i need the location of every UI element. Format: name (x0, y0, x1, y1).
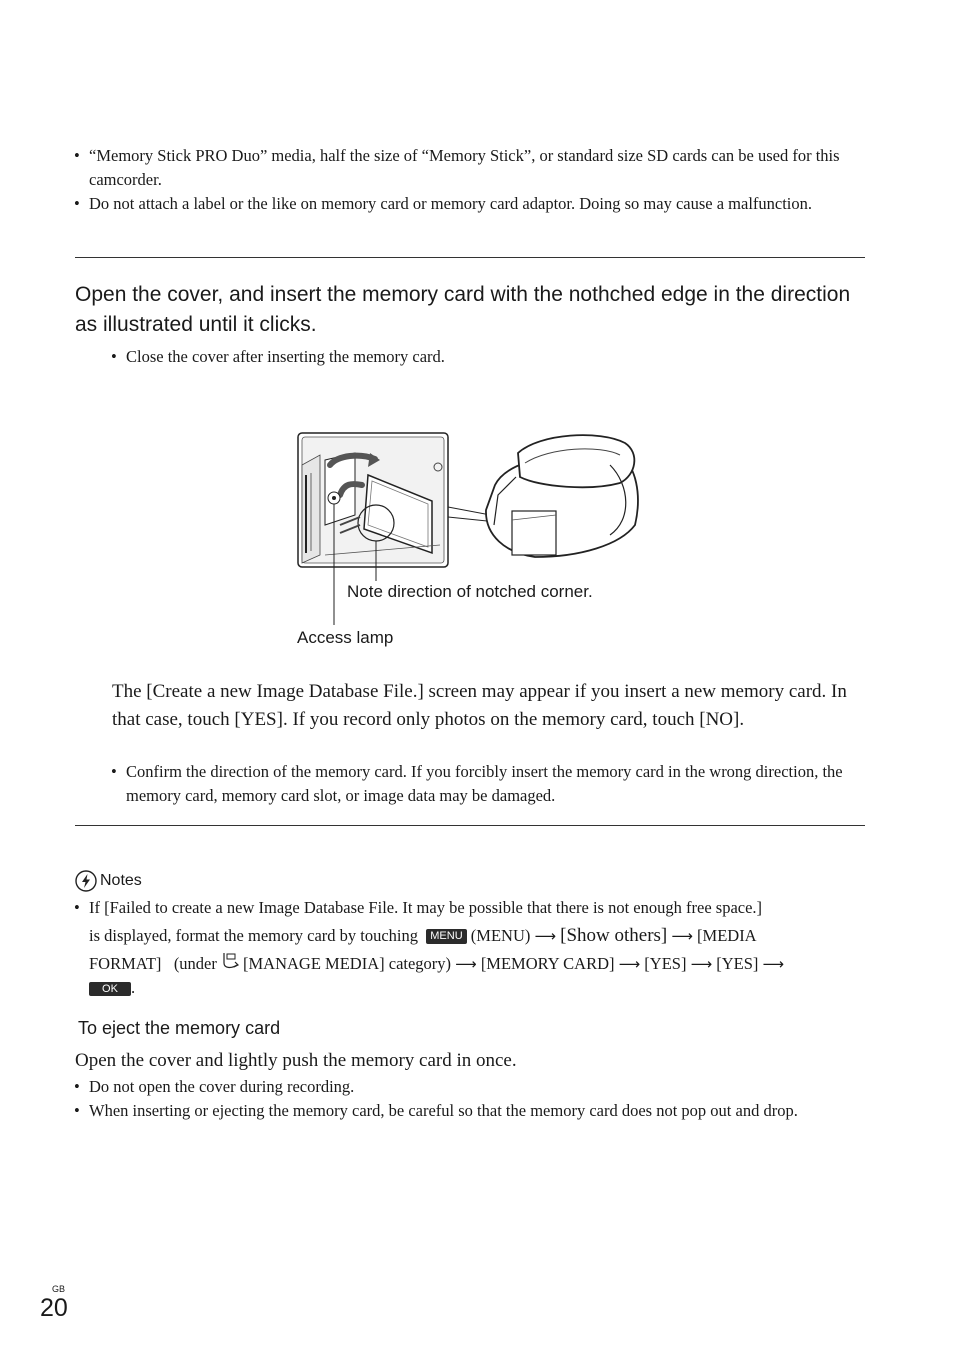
category-label: [MANAGE MEDIA] category) (243, 954, 452, 973)
divider-top (75, 257, 865, 258)
bullet-dot: • (111, 762, 117, 781)
eject-bullet-2 (74, 1099, 859, 1123)
page-number: 20 (40, 1294, 68, 1322)
result-bullet (111, 760, 846, 808)
notes-caution-icon (75, 870, 97, 892)
camcorder-body (486, 435, 638, 557)
eject-bullet-1 (74, 1075, 859, 1099)
bullet-text: When inserting or ejecting the memory card, be careful so that the memory card does not pop out and drop. (89, 1101, 798, 1120)
bullet-dot: • (74, 194, 80, 213)
yes-label-2: [YES] (716, 954, 759, 973)
memory-card-label: [MEMORY CARD] (480, 954, 615, 973)
yes-label-1: [YES] (644, 954, 687, 973)
arrow-right-icon: ⟶ (690, 955, 713, 973)
media-format-label-end: FORMAT] (89, 954, 162, 973)
bullet-no-label (74, 192, 859, 216)
slot-closeup-panel (298, 433, 448, 567)
show-others-label: [Show others] (560, 925, 668, 946)
notes-text-2: is displayed, format the memory card by touching (89, 926, 419, 945)
notes-bullet (74, 894, 859, 998)
under-label: (under (173, 954, 217, 973)
notes-line-4 (89, 978, 859, 998)
bullet-memory-stick-types (74, 144, 859, 192)
arrow-right-icon: ⟶ (671, 927, 693, 945)
bullet-dot: • (74, 146, 80, 165)
notes-line-3 (89, 950, 859, 978)
arrow-right-icon: ⟶ (618, 955, 641, 973)
eject-paragraph: Open the cover and lightly push the memory card in once. (75, 1050, 517, 1071)
arrow-right-icon: ⟶ (455, 955, 477, 973)
bullet-text: Do not attach a label or the like on memory card or memory card adaptor. Doing so may cause a malfunction. (89, 194, 813, 213)
step-bullet (111, 345, 826, 369)
ok-button-icon[interactable]: OK (89, 982, 131, 996)
divider-bottom (75, 825, 865, 826)
bullet-text: Close the cover after inserting the memory card. (126, 347, 445, 366)
notes-line-2 (89, 922, 859, 950)
notes-text-1: If [Failed to create a new Image Database File. It may be possible that there is not enough free space.] (89, 898, 763, 917)
notes-line-1 (89, 894, 859, 922)
arrow-right-icon: ⟶ (762, 955, 785, 973)
step-heading: Open the cover, and insert the memory card with the nothched edge in the direction as illustrated until it clicks. (75, 283, 851, 336)
callout-access-lamp: Access lamp (297, 628, 394, 647)
bullet-dot: • (111, 347, 117, 366)
bullet-dot: • (74, 1101, 80, 1120)
notes-title: Notes (100, 872, 142, 889)
bullet-text: “Memory Stick PRO Duo” media, half the size of “Memory Stick”, or standard size SD cards can be used for this camcorder. (89, 146, 840, 189)
bullet-text: Do not open the cover during recording. (89, 1077, 355, 1096)
eject-title: To eject the memory card (78, 1018, 281, 1038)
menu-button-icon[interactable]: MENU (426, 929, 466, 944)
bullet-dot: • (74, 1077, 80, 1096)
media-format-label-start: [MEDIA (697, 926, 757, 945)
bullet-dot: • (74, 898, 80, 917)
page-region-label: GB (52, 1284, 66, 1294)
bullet-text: Confirm the direction of the memory card. If you forcibly insert the memory card in the wrong direction, the memory card, memory card slot, or image data may be damaged. (126, 762, 843, 805)
manage-media-category-icon (221, 951, 243, 971)
menu-label: (MENU) (470, 926, 531, 945)
callout-notched-corner: Note direction of notched corner. (347, 582, 593, 601)
arrow-right-icon: ⟶ (534, 927, 556, 945)
result-paragraph: The [Create a new Image Database File.] screen may appear if you insert a new memory card. In that case, touch [YES]. If you record only photos on the memory card, touch [NO]. (112, 681, 847, 730)
period: . (131, 978, 136, 997)
